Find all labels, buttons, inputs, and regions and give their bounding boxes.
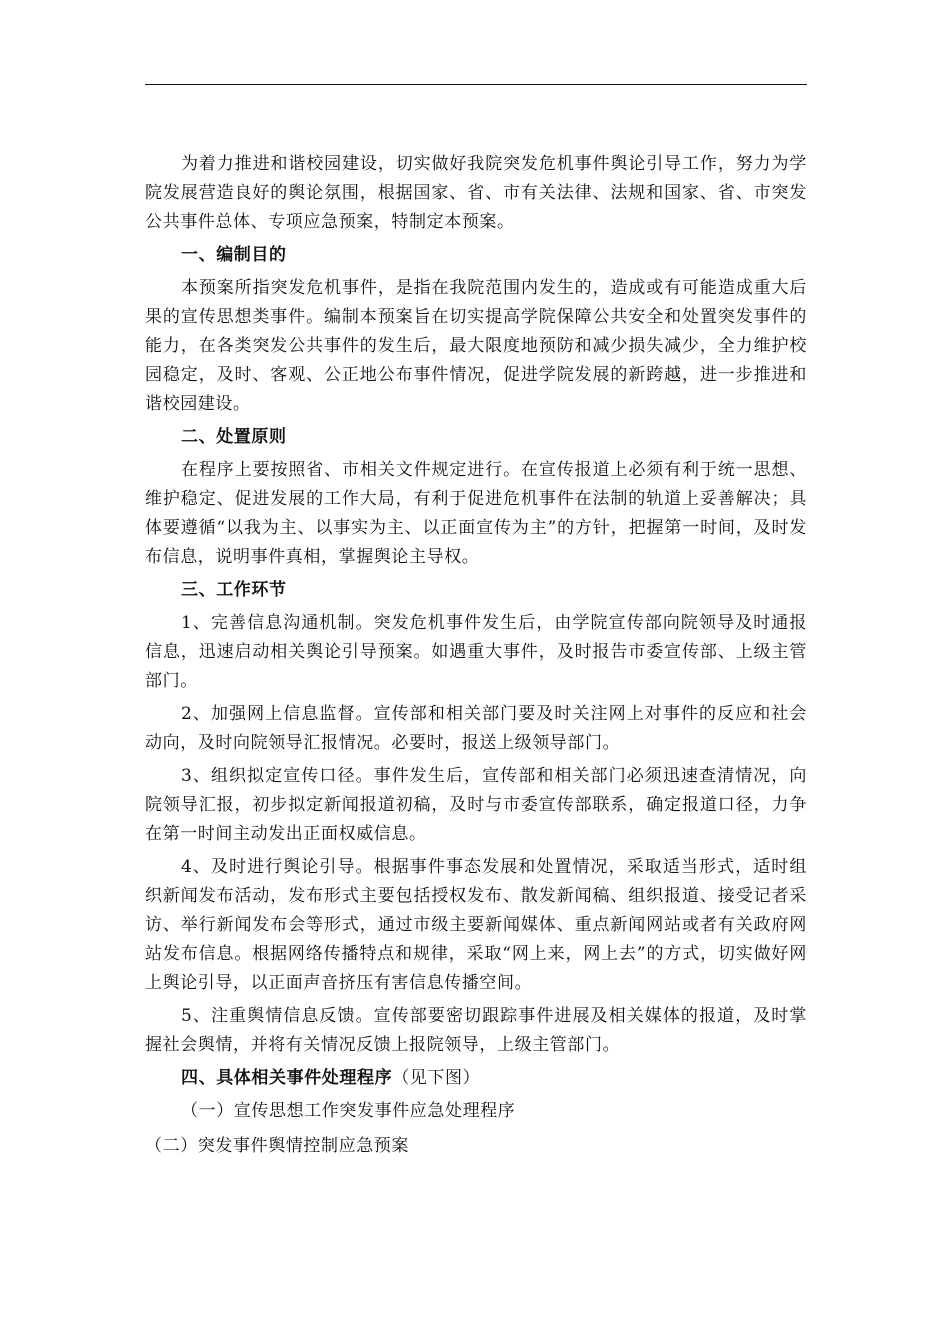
section-3-title: 三、工作环节 (181, 580, 287, 600)
section-3-item: 1、完善信息沟通机制。突发危机事件发生后，由学院宣传部向院领导及时通报信息，迅速启动相关舆论引导预案。如遇重大事件，及时报告市委宣传部、上级主管部门。 (145, 613, 807, 691)
section-1-title: 一、编制目的 (181, 245, 287, 265)
section-4-subsection-1: （一）宣传思想工作突发事件应急处理程序 (181, 1101, 516, 1121)
section-4-note: （见下图） (392, 1068, 481, 1088)
header-rule (145, 84, 807, 85)
intro-paragraph: 为着力推进和谐校园建设，切实做好我院突发危机事件舆论引导工作，努力为学院发展营造良好的舆论氛围，根据国家、省、市有关法律、法规和国家、省、市突发公共事件总体、专项应急预案，特制定本预案。 (145, 154, 807, 232)
document-body (145, 150, 807, 1126)
section-3-item: 4、及时进行舆论引导。根据事件事态发展和处置情况，采取适当形式，适时组织新闻发布活动，发布形式主要包括授权发布、散发新闻稿、组织报道、接受记者采访、举行新闻发布会等形式，通过市级主要新闻媒体、重点新闻网站或者有关政府网站发布信息。根据网络传播特点和规律，采取“网上来，网上去”的方式，切实做好网上舆论引导，以正面声音挤压有害信息传播空间。 (145, 857, 807, 993)
section-4-subsection-2: （二）突发事件舆情控制应急预案 (145, 1136, 409, 1156)
section-4-title (145, 1064, 807, 1093)
section-3-item: 3、组织拟定宣传口径。事件发生后，宣传部和相关部门必须迅速查清情况，向院领导汇报，初步拟定新闻报道初稿，及时与市委宣传部联系，确定报道口径，力争在第一时间主动发出正面权威信息。 (145, 766, 807, 844)
section-4-title-text: 四、具体相关事件处理程序 (181, 1068, 393, 1088)
section-2-body: 在程序上要按照省、市相关文件规定进行。在宣传报道上必须有利于统一思想、维护稳定、促进发展的工作大局，有利于促进危机事件在法制的轨道上妥善解决；具体要遵循“以我为主、以事实为主、以正面宣传为主”的方针，把握第一时间，及时发布信息，说明事件真相，掌握舆论主导权。 (145, 460, 807, 567)
section-2-title: 二、处置原则 (181, 427, 287, 447)
section-3-item: 5、注重舆情信息反馈。宣传部要密切跟踪事件进展及相关媒体的报道，及时掌握社会舆情，并将有关情况反馈上报院领导，上级主管部门。 (145, 1006, 807, 1055)
section-3-item: 2、加强网上信息监督。宣传部和相关部门要及时关注网上对事件的反应和社会动向，及时向院领导汇报情况。必要时，报送上级领导部门。 (145, 704, 807, 753)
section-1-body: 本预案所指突发危机事件，是指在我院范围内发生的，造成或有可能造成重大后果的宣传思想类事件。编制本预案旨在切实提高学院保障公共安全和处置突发事件的能力，在各类突发公共事件的发生后，最大限度地预防和减少损失减少，全力维护校园稳定，及时、客观、公正地公布事件情况，促进学院发展的新跨越，进一步推进和谐校园建设。 (145, 278, 807, 414)
